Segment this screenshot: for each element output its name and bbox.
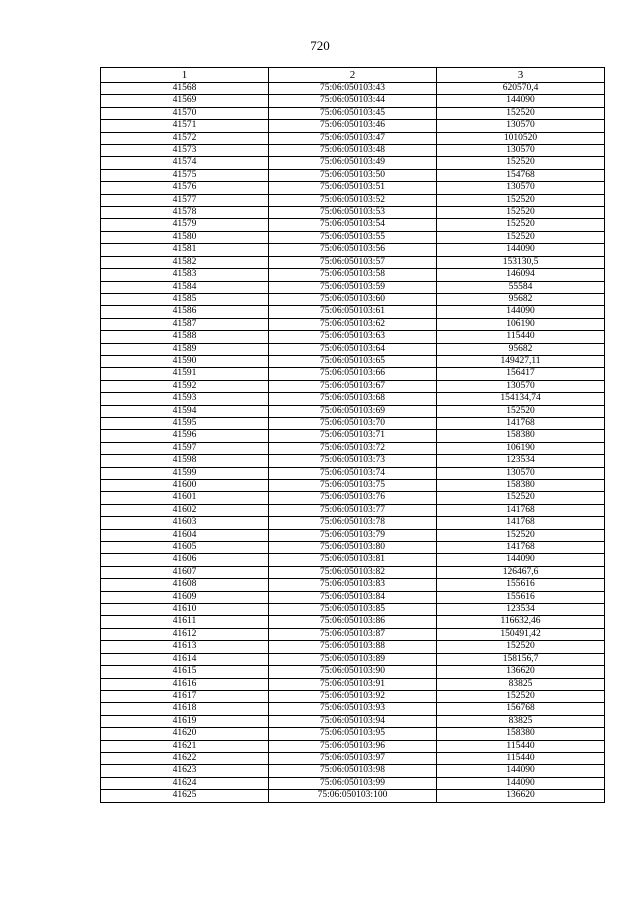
table-cell-col-3: 152520 [437, 529, 605, 541]
table-cell-col-2: 75:06:050103:55 [269, 231, 437, 243]
table-cell-col-3: 136620 [437, 666, 605, 678]
table-cell-col-2: 75:06:050103:64 [269, 343, 437, 355]
table-cell-col-1: 41613 [101, 641, 269, 653]
table-cell-col-1: 41602 [101, 504, 269, 516]
table-cell-col-1: 41617 [101, 690, 269, 702]
table-cell-col-2: 75:06:050103:70 [269, 417, 437, 429]
table-cell-col-2: 75:06:050103:88 [269, 641, 437, 653]
table-cell-col-2: 75:06:050103:61 [269, 306, 437, 318]
column-header-1: 1 [101, 68, 269, 83]
table-cell-col-2: 75:06:050103:68 [269, 393, 437, 405]
table-row [101, 604, 605, 616]
table-cell-col-2: 75:06:050103:73 [269, 455, 437, 467]
table-cell-col-3: 156417 [437, 368, 605, 380]
table-cell-col-2: 75:06:050103:100 [269, 790, 437, 802]
table-cell-col-2: 75:06:050103:51 [269, 182, 437, 194]
table-cell-col-3: 144090 [437, 777, 605, 789]
table-cell-col-1: 41594 [101, 405, 269, 417]
table-cell-col-1: 41604 [101, 529, 269, 541]
table-row [101, 306, 605, 318]
table-cell-col-1: 41568 [101, 83, 269, 95]
table-cell-col-1: 41573 [101, 145, 269, 157]
table-cell-col-3: 141768 [437, 417, 605, 429]
table-cell-col-3: 141768 [437, 517, 605, 529]
table-cell-col-1: 41570 [101, 107, 269, 119]
table-cell-col-3: 154768 [437, 169, 605, 181]
table-cell-col-1: 41572 [101, 132, 269, 144]
table-cell-col-2: 75:06:050103:56 [269, 244, 437, 256]
table-cell-col-2: 75:06:050103:87 [269, 628, 437, 640]
table-cell-col-1: 41584 [101, 281, 269, 293]
table-cell-col-3: 136620 [437, 790, 605, 802]
table-cell-col-2: 75:06:050103:82 [269, 566, 437, 578]
table-cell-col-1: 41622 [101, 752, 269, 764]
table-cell-col-1: 41590 [101, 355, 269, 367]
table-row [101, 231, 605, 243]
table-cell-col-3: 152520 [437, 194, 605, 206]
table-cell-col-1: 41601 [101, 492, 269, 504]
table-row [101, 690, 605, 702]
table-body [101, 83, 605, 803]
table-cell-col-3: 106190 [437, 442, 605, 454]
table-row [101, 157, 605, 169]
table-cell-col-2: 75:06:050103:43 [269, 83, 437, 95]
table-cell-col-2: 75:06:050103:58 [269, 269, 437, 281]
table-cell-col-3: 156768 [437, 703, 605, 715]
table-row [101, 107, 605, 119]
table-cell-col-3: 153130,5 [437, 256, 605, 268]
table-cell-col-1: 41593 [101, 393, 269, 405]
table-cell-col-3: 130570 [437, 145, 605, 157]
data-table [100, 67, 605, 803]
table-cell-col-1: 41575 [101, 169, 269, 181]
table-cell-col-2: 75:06:050103:54 [269, 219, 437, 231]
table-cell-col-1: 41583 [101, 269, 269, 281]
table-cell-col-3: 158380 [437, 480, 605, 492]
table-cell-col-1: 41596 [101, 430, 269, 442]
table-row [101, 132, 605, 144]
table-row [101, 380, 605, 392]
table-cell-col-1: 41618 [101, 703, 269, 715]
table-cell-col-2: 75:06:050103:69 [269, 405, 437, 417]
table-cell-col-1: 41592 [101, 380, 269, 392]
table-cell-col-1: 41610 [101, 604, 269, 616]
table-header [101, 68, 605, 83]
table-row [101, 542, 605, 554]
page-number: 720 [310, 38, 330, 53]
table-cell-col-2: 75:06:050103:78 [269, 517, 437, 529]
table-cell-col-2: 75:06:050103:52 [269, 194, 437, 206]
table-row [101, 393, 605, 405]
table-cell-col-3: 123534 [437, 604, 605, 616]
table-cell-col-1: 41576 [101, 182, 269, 194]
table-cell-col-2: 75:06:050103:84 [269, 591, 437, 603]
table-cell-col-2: 75:06:050103:57 [269, 256, 437, 268]
table-cell-col-1: 41569 [101, 95, 269, 107]
table-cell-col-1: 41606 [101, 554, 269, 566]
table-row [101, 653, 605, 665]
table-cell-col-2: 75:06:050103:62 [269, 318, 437, 330]
table-cell-col-3: 130570 [437, 380, 605, 392]
table-cell-col-1: 41619 [101, 715, 269, 727]
table-cell-col-2: 75:06:050103:94 [269, 715, 437, 727]
table-cell-col-1: 41585 [101, 293, 269, 305]
table-cell-col-1: 41577 [101, 194, 269, 206]
table-row [101, 480, 605, 492]
table-cell-col-2: 75:06:050103:67 [269, 380, 437, 392]
table-cell-col-2: 75:06:050103:81 [269, 554, 437, 566]
table-cell-col-3: 130570 [437, 467, 605, 479]
table-cell-col-3: 115440 [437, 752, 605, 764]
table-row [101, 529, 605, 541]
table-row [101, 467, 605, 479]
table-row [101, 343, 605, 355]
table-cell-col-2: 75:06:050103:79 [269, 529, 437, 541]
table-row [101, 318, 605, 330]
table-cell-col-3: 144090 [437, 765, 605, 777]
table-cell-col-1: 41582 [101, 256, 269, 268]
table-row [101, 703, 605, 715]
table-cell-col-2: 75:06:050103:75 [269, 480, 437, 492]
table-cell-col-3: 158380 [437, 728, 605, 740]
table-cell-col-2: 75:06:050103:47 [269, 132, 437, 144]
table-row [101, 417, 605, 429]
table-cell-col-3: 1010520 [437, 132, 605, 144]
table-cell-col-3: 144090 [437, 244, 605, 256]
table-cell-col-3: 152520 [437, 157, 605, 169]
table-cell-col-1: 41603 [101, 517, 269, 529]
table-row [101, 95, 605, 107]
table-row [101, 728, 605, 740]
table-row [101, 777, 605, 789]
table-cell-col-3: 152520 [437, 690, 605, 702]
table-row [101, 628, 605, 640]
table-cell-col-2: 75:06:050103:97 [269, 752, 437, 764]
table-row [101, 430, 605, 442]
table-cell-col-2: 75:06:050103:99 [269, 777, 437, 789]
table-row [101, 219, 605, 231]
table-cell-col-1: 41589 [101, 343, 269, 355]
table-row [101, 405, 605, 417]
table-cell-col-3: 152520 [437, 107, 605, 119]
table-cell-col-3: 130570 [437, 182, 605, 194]
table-cell-col-3: 152520 [437, 207, 605, 219]
table-cell-col-1: 41608 [101, 579, 269, 591]
table-row [101, 269, 605, 281]
table-cell-col-1: 41611 [101, 616, 269, 628]
table-cell-col-3: 144090 [437, 554, 605, 566]
table-row [101, 678, 605, 690]
table-row [101, 641, 605, 653]
table-cell-col-3: 158156,7 [437, 653, 605, 665]
table-row [101, 666, 605, 678]
table-cell-col-1: 41615 [101, 666, 269, 678]
table-cell-col-1: 41624 [101, 777, 269, 789]
table-row [101, 256, 605, 268]
table-row [101, 740, 605, 752]
table-cell-col-1: 41623 [101, 765, 269, 777]
table-cell-col-3: 150491,42 [437, 628, 605, 640]
table-row [101, 244, 605, 256]
table-row [101, 355, 605, 367]
table-cell-col-1: 41621 [101, 740, 269, 752]
table-row [101, 194, 605, 206]
table-cell-col-1: 41600 [101, 480, 269, 492]
table-row [101, 207, 605, 219]
table-cell-col-1: 41597 [101, 442, 269, 454]
table-cell-col-2: 75:06:050103:95 [269, 728, 437, 740]
table-cell-col-2: 75:06:050103:48 [269, 145, 437, 157]
table-cell-col-1: 41588 [101, 331, 269, 343]
table-cell-col-1: 41574 [101, 157, 269, 169]
table-cell-col-1: 41616 [101, 678, 269, 690]
table-cell-col-3: 115440 [437, 331, 605, 343]
table-cell-col-2: 75:06:050103:96 [269, 740, 437, 752]
table-row [101, 492, 605, 504]
table-row [101, 554, 605, 566]
table-cell-col-1: 41578 [101, 207, 269, 219]
table-cell-col-3: 152520 [437, 405, 605, 417]
table-cell-col-2: 75:06:050103:60 [269, 293, 437, 305]
table-cell-col-2: 75:06:050103:53 [269, 207, 437, 219]
table-cell-col-1: 41620 [101, 728, 269, 740]
table-row [101, 145, 605, 157]
header-row [101, 68, 605, 83]
table-row [101, 169, 605, 181]
table-cell-col-3: 123534 [437, 455, 605, 467]
table-cell-col-1: 41581 [101, 244, 269, 256]
table-cell-col-2: 75:06:050103:59 [269, 281, 437, 293]
table-cell-col-2: 75:06:050103:85 [269, 604, 437, 616]
table-cell-col-2: 75:06:050103:89 [269, 653, 437, 665]
table-cell-col-1: 41579 [101, 219, 269, 231]
table-cell-col-2: 75:06:050103:72 [269, 442, 437, 454]
table-cell-col-2: 75:06:050103:90 [269, 666, 437, 678]
table-row [101, 368, 605, 380]
table-cell-col-2: 75:06:050103:76 [269, 492, 437, 504]
table-cell-col-3: 55584 [437, 281, 605, 293]
table-cell-col-3: 95682 [437, 343, 605, 355]
table-cell-col-2: 75:06:050103:92 [269, 690, 437, 702]
table-cell-col-1: 41595 [101, 417, 269, 429]
table-cell-col-2: 75:06:050103:65 [269, 355, 437, 367]
table-row [101, 579, 605, 591]
table-cell-col-3: 141768 [437, 542, 605, 554]
table-cell-col-2: 75:06:050103:93 [269, 703, 437, 715]
table-cell-col-3: 141768 [437, 504, 605, 516]
table-row [101, 517, 605, 529]
table-cell-col-2: 75:06:050103:74 [269, 467, 437, 479]
table-cell-col-3: 155616 [437, 591, 605, 603]
table-cell-col-3: 158380 [437, 430, 605, 442]
table-cell-col-1: 41607 [101, 566, 269, 578]
table-cell-col-3: 126467,6 [437, 566, 605, 578]
table-cell-col-2: 75:06:050103:80 [269, 542, 437, 554]
table-cell-col-1: 41605 [101, 542, 269, 554]
table-cell-col-1: 41625 [101, 790, 269, 802]
table-cell-col-2: 75:06:050103:83 [269, 579, 437, 591]
table-row [101, 120, 605, 132]
table-cell-col-3: 154134,74 [437, 393, 605, 405]
table-cell-col-1: 41609 [101, 591, 269, 603]
table-cell-col-3: 152520 [437, 641, 605, 653]
table-cell-col-3: 106190 [437, 318, 605, 330]
table-cell-col-3: 95682 [437, 293, 605, 305]
table-cell-col-1: 41612 [101, 628, 269, 640]
table-row [101, 790, 605, 802]
table-cell-col-2: 75:06:050103:44 [269, 95, 437, 107]
table-row [101, 752, 605, 764]
table-cell-col-1: 41586 [101, 306, 269, 318]
table-row [101, 281, 605, 293]
table-cell-col-3: 152520 [437, 231, 605, 243]
table-row [101, 591, 605, 603]
table-cell-col-2: 75:06:050103:49 [269, 157, 437, 169]
table-cell-col-3: 146094 [437, 269, 605, 281]
table-cell-col-2: 75:06:050103:45 [269, 107, 437, 119]
table-cell-col-1: 41587 [101, 318, 269, 330]
table-cell-col-3: 83825 [437, 715, 605, 727]
column-header-2: 2 [269, 68, 437, 83]
table-cell-col-2: 75:06:050103:66 [269, 368, 437, 380]
table-row [101, 182, 605, 194]
table-cell-col-3: 83825 [437, 678, 605, 690]
table-cell-col-3: 116632,46 [437, 616, 605, 628]
table-cell-col-2: 75:06:050103:71 [269, 430, 437, 442]
table-cell-col-3: 149427,11 [437, 355, 605, 367]
table-row [101, 715, 605, 727]
table-cell-col-2: 75:06:050103:77 [269, 504, 437, 516]
table-cell-col-3: 155616 [437, 579, 605, 591]
table-cell-col-1: 41591 [101, 368, 269, 380]
table-cell-col-2: 75:06:050103:46 [269, 120, 437, 132]
table-row [101, 83, 605, 95]
table-cell-col-2: 75:06:050103:86 [269, 616, 437, 628]
column-header-3: 3 [437, 68, 605, 83]
table-cell-col-3: 152520 [437, 219, 605, 231]
table-row [101, 566, 605, 578]
table-cell-col-1: 41599 [101, 467, 269, 479]
table-cell-col-3: 152520 [437, 492, 605, 504]
table-cell-col-1: 41571 [101, 120, 269, 132]
table-row [101, 442, 605, 454]
table-cell-col-2: 75:06:050103:63 [269, 331, 437, 343]
table-row [101, 765, 605, 777]
table-cell-col-3: 620570,4 [437, 83, 605, 95]
table-cell-col-1: 41598 [101, 455, 269, 467]
table-cell-col-3: 115440 [437, 740, 605, 752]
table-cell-col-3: 144090 [437, 306, 605, 318]
table-cell-col-2: 75:06:050103:91 [269, 678, 437, 690]
table-row [101, 504, 605, 516]
table-cell-col-2: 75:06:050103:50 [269, 169, 437, 181]
table-row [101, 331, 605, 343]
table-cell-col-3: 144090 [437, 95, 605, 107]
table-cell-col-1: 41580 [101, 231, 269, 243]
table-row [101, 455, 605, 467]
table-row [101, 293, 605, 305]
table-row [101, 616, 605, 628]
table-cell-col-2: 75:06:050103:98 [269, 765, 437, 777]
table-cell-col-3: 130570 [437, 120, 605, 132]
table-cell-col-1: 41614 [101, 653, 269, 665]
